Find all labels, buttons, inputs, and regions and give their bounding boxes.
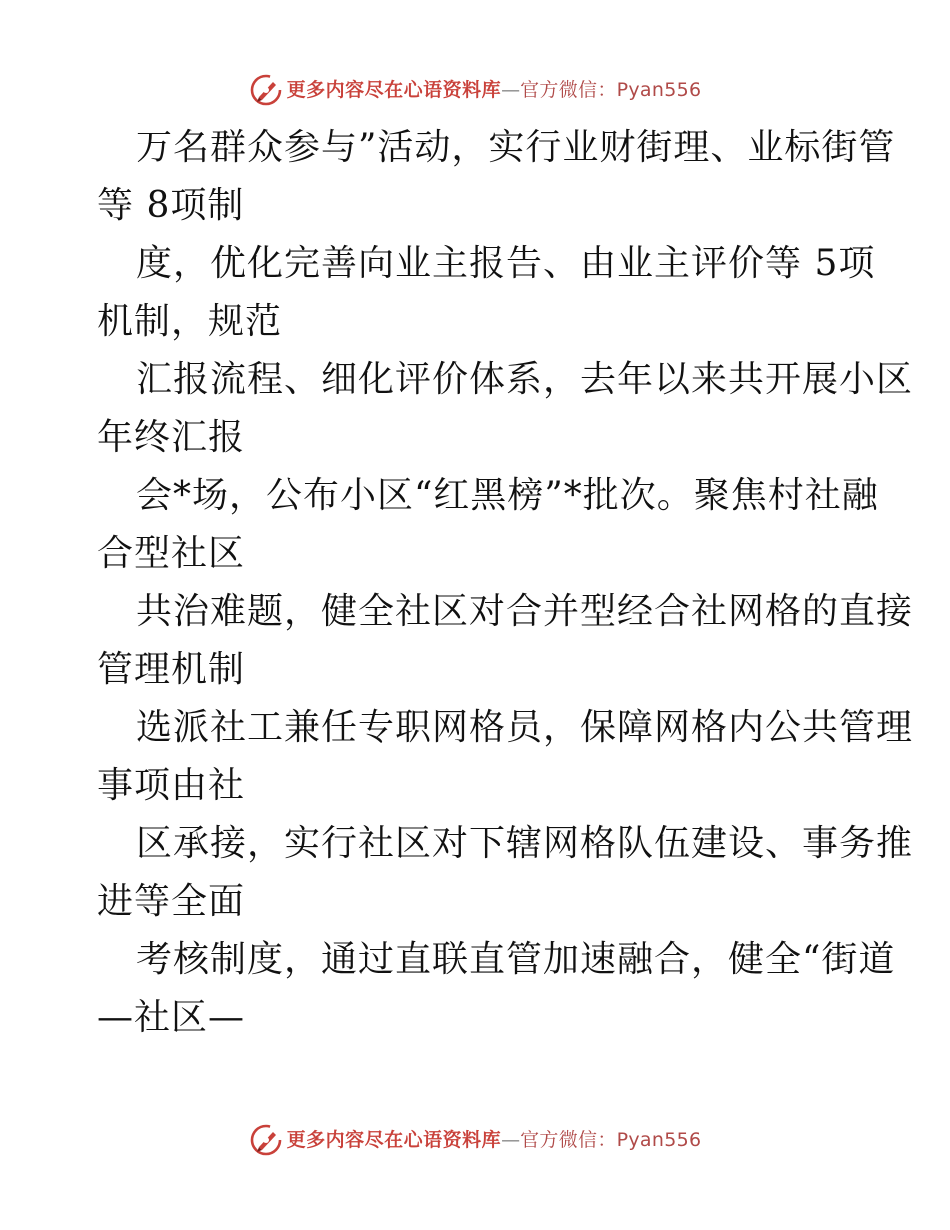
banner-contact: 官方微信：Pyan556 <box>520 78 702 101</box>
pen-circle-logo-icon <box>249 1123 283 1157</box>
banner-separator: — <box>501 78 521 101</box>
banner-contact: 官方微信：Pyan556 <box>520 1128 702 1151</box>
body-line: 汇报流程、细化评价体系，去年以来共开展小区 <box>136 359 914 400</box>
footer-banner <box>0 1120 950 1160</box>
pen-circle-logo-icon <box>249 73 283 107</box>
body-line: 等 8项制 <box>97 185 245 226</box>
body-line: 事项由社 <box>97 765 246 806</box>
banner-title: 更多内容尽在心语资料库 <box>286 1128 502 1151</box>
body-line: 万名群众参与”活动，实行业财街理、业标街管 <box>136 127 896 168</box>
body-line: 考核制度，通过直联直管加速融合，健全“街道 <box>136 939 896 980</box>
header-banner <box>0 70 950 110</box>
banner-separator: — <box>501 1128 521 1151</box>
body-line: 进等全面 <box>97 881 246 922</box>
body-line: 管理机制 <box>97 649 246 690</box>
body-line: 会*场，公布小区“红黑榜”*批次。聚焦村社融 <box>136 475 879 516</box>
body-line: 年终汇报 <box>97 417 246 458</box>
body-line: 度，优化完善向业主报告、由业主评价等 5项 <box>136 243 876 284</box>
banner-title: 更多内容尽在心语资料库 <box>286 78 502 101</box>
body-line: —社区— <box>97 997 246 1038</box>
body-line: 机制，规范 <box>97 301 283 342</box>
body-line: 共治难题，健全社区对合并型经合社网格的直接 <box>136 591 914 632</box>
body-line: 区承接，实行社区对下辖网格队伍建设、事务推 <box>136 823 914 864</box>
body-line: 合型社区 <box>97 533 246 574</box>
body-line: 选派社工兼任专职网格员，保障网格内公共管理 <box>136 707 914 748</box>
